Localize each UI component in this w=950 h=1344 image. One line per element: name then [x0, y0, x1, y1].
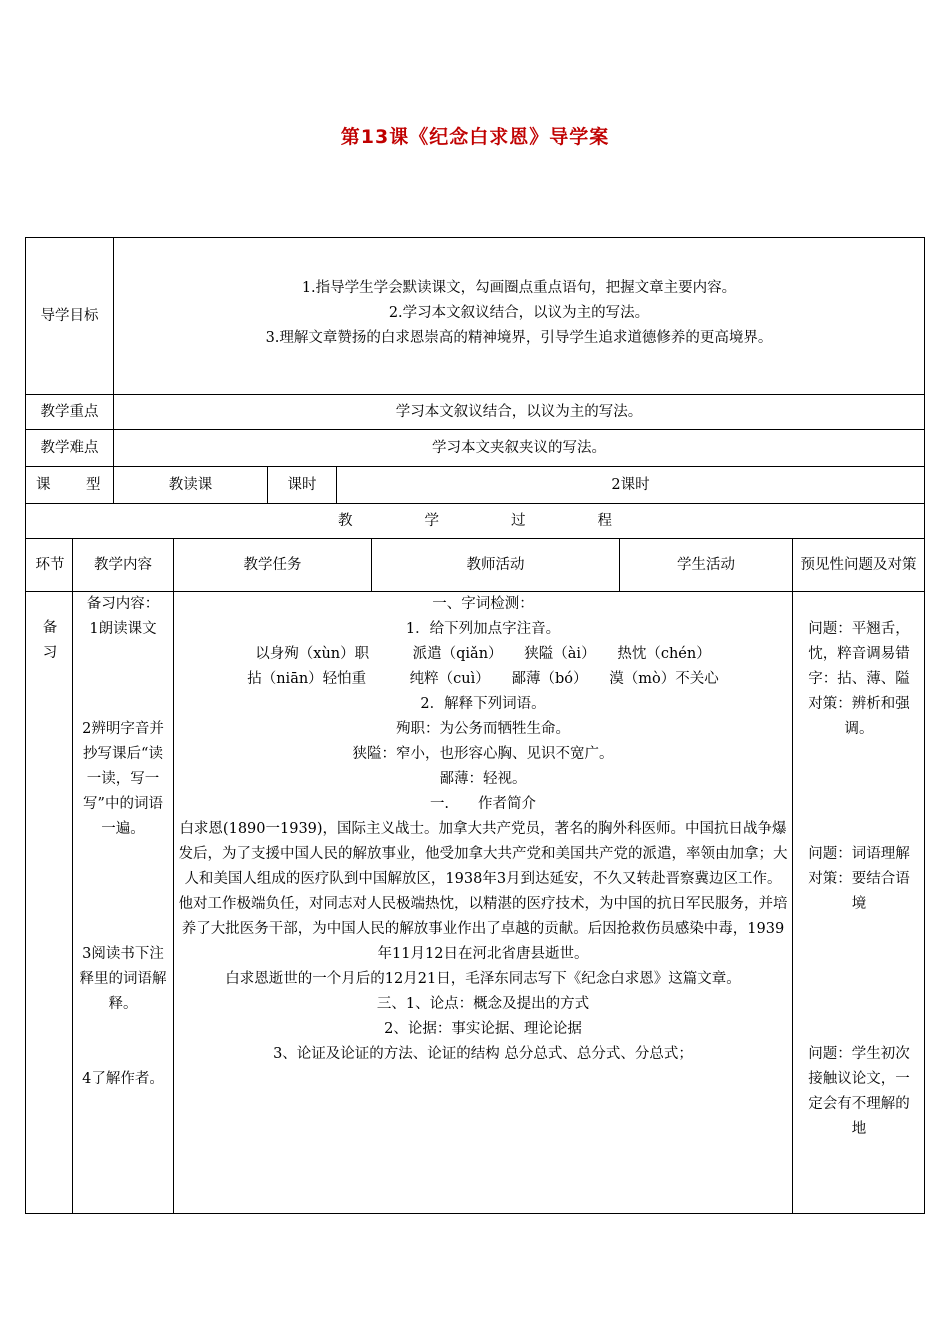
pinyin-line: 以身殉（xùn）职 派遣（qiǎn） 狭隘（ài） 热忱（chén） [255, 646, 711, 662]
content-item: 2辨明字音并抄写课后“读一读，写一写”中的词语一遍。 [82, 721, 164, 837]
col-header-teacher: 教师活动 [466, 556, 525, 573]
sub-heading: 2、论据：事实论据、理论论据 [384, 1021, 582, 1037]
issue-item: 问题：平翘舌，忱，粹音调易错字：拈、薄、隘 [808, 621, 910, 687]
col-header-student: 学生活动 [677, 556, 735, 573]
col-divider [72, 538, 73, 1213]
content-item: 3阅读书下注释里的词语解释。 [79, 946, 167, 1012]
process-header-char: 教 [338, 512, 353, 529]
issues-list [802, 617, 916, 1142]
col-divider [173, 538, 174, 1213]
goals-list [114, 276, 924, 351]
col-header-stage: 环节 [35, 557, 65, 573]
goal-item: 2.学习本文叙议结合，以议为主的写法。 [388, 305, 650, 321]
definition: 殉职：为公务而牺牲生命。 [396, 721, 570, 737]
issue-item: 问题：学生初次接触议论文，一定会有不理解的地 [808, 1046, 910, 1137]
goal-item: 1.指导学生学会默读课文，勾画圈点重点语句，把握文章主要内容。 [301, 280, 737, 296]
difficulty-value: 学习本文夹叙夹议的写法。 [432, 439, 606, 456]
hours-label: 课时 [287, 476, 317, 493]
content-item: 4了解作者。 [82, 1071, 164, 1087]
author-bio: 白求恩逝世的一个月后的12月21日，毛泽东同志写下《纪念白求恩》这篇文章。 [225, 971, 741, 987]
stage-label: 备习 [42, 620, 58, 661]
content-head: 备习内容： [86, 596, 160, 612]
focus-value: 学习本文叙议结合，以议为主的写法。 [395, 403, 643, 420]
goals-label: 导学目标 [40, 307, 99, 324]
col-header-issues: 预见性问题及对策 [800, 557, 917, 573]
focus-label: 教学重点 [40, 403, 99, 420]
issue-item: 问题：词语理解 [808, 846, 910, 862]
process-header-char: 学 [424, 512, 439, 529]
process-header-char: 程 [597, 512, 612, 529]
definition: 狭隘：窄小，也形容心胸、见识不宽广。 [352, 746, 614, 762]
hours-value: 2课时 [611, 476, 650, 493]
type-value: 教读课 [168, 476, 213, 493]
definition: 鄙薄：轻视。 [439, 771, 527, 787]
content-item: 1朗读课文 [89, 621, 157, 637]
main-content [178, 592, 788, 1067]
process-header [26, 504, 924, 538]
issue-item: 对策：辨析和强调。 [808, 696, 910, 737]
difficulty-label: 教学难点 [40, 439, 99, 456]
process-header-char: 过 [511, 512, 526, 529]
issue-item: 对策：要结合语境 [808, 871, 910, 912]
author-bio: 白求恩(1890一1939)，国际主义战士。加拿大共产党员，著名的胸外科医师。中国抗日战争爆发后，为了支援中国人民的解放事业，他受加拿大共产党和美国共产党的派遣，率领由加拿；大人和美国人组成的医疗队到中国解放区，1938年3月到达延安，不久又转赴晋察冀边区工作。他对工作极端负任，对同志对人民极端热忱，以精湛的医疗技术，为中国的抗日军民服务，并培养了大批医务干部，为中国人民的解放事业作出了卓越的贡献。后因抢救伤员感染中毒，1939年11月12日在河北省唐县逝世。 [178, 821, 788, 962]
pinyin-line: 拈（niān）轻怕重 纯粹（cuì） 鄙薄（bó） 漠（mò）不关心 [247, 671, 719, 687]
col-divider [792, 538, 793, 1213]
sub-heading: 2．解释下列词语。 [420, 696, 546, 712]
section-heading: 三、1、论点：概念及提出的方式 [376, 996, 590, 1012]
sub-heading: 1．给下列加点字注音。 [405, 621, 561, 637]
type-label-a: 课 [36, 476, 51, 493]
page-title: 第13课《纪念白求恩》导学案 [340, 126, 610, 148]
sub-heading: 3、论证及论证的方法、论证的结构 总分总式、总分式、分总式； [273, 1046, 693, 1062]
col-header-task: 教学任务 [243, 556, 302, 573]
section-heading: 一. 作者简介 [429, 796, 537, 812]
col-header-content: 教学内容 [94, 556, 152, 573]
section-heading: 一、字词检测： [432, 596, 534, 612]
content-list [78, 592, 168, 1092]
type-label-b: 型 [86, 476, 101, 493]
lesson-plan-table [25, 237, 925, 1214]
goal-item: 3.理解文章赞扬的白求恩崇高的精神境界，引导学生追求道德修养的更高境界。 [265, 330, 773, 346]
